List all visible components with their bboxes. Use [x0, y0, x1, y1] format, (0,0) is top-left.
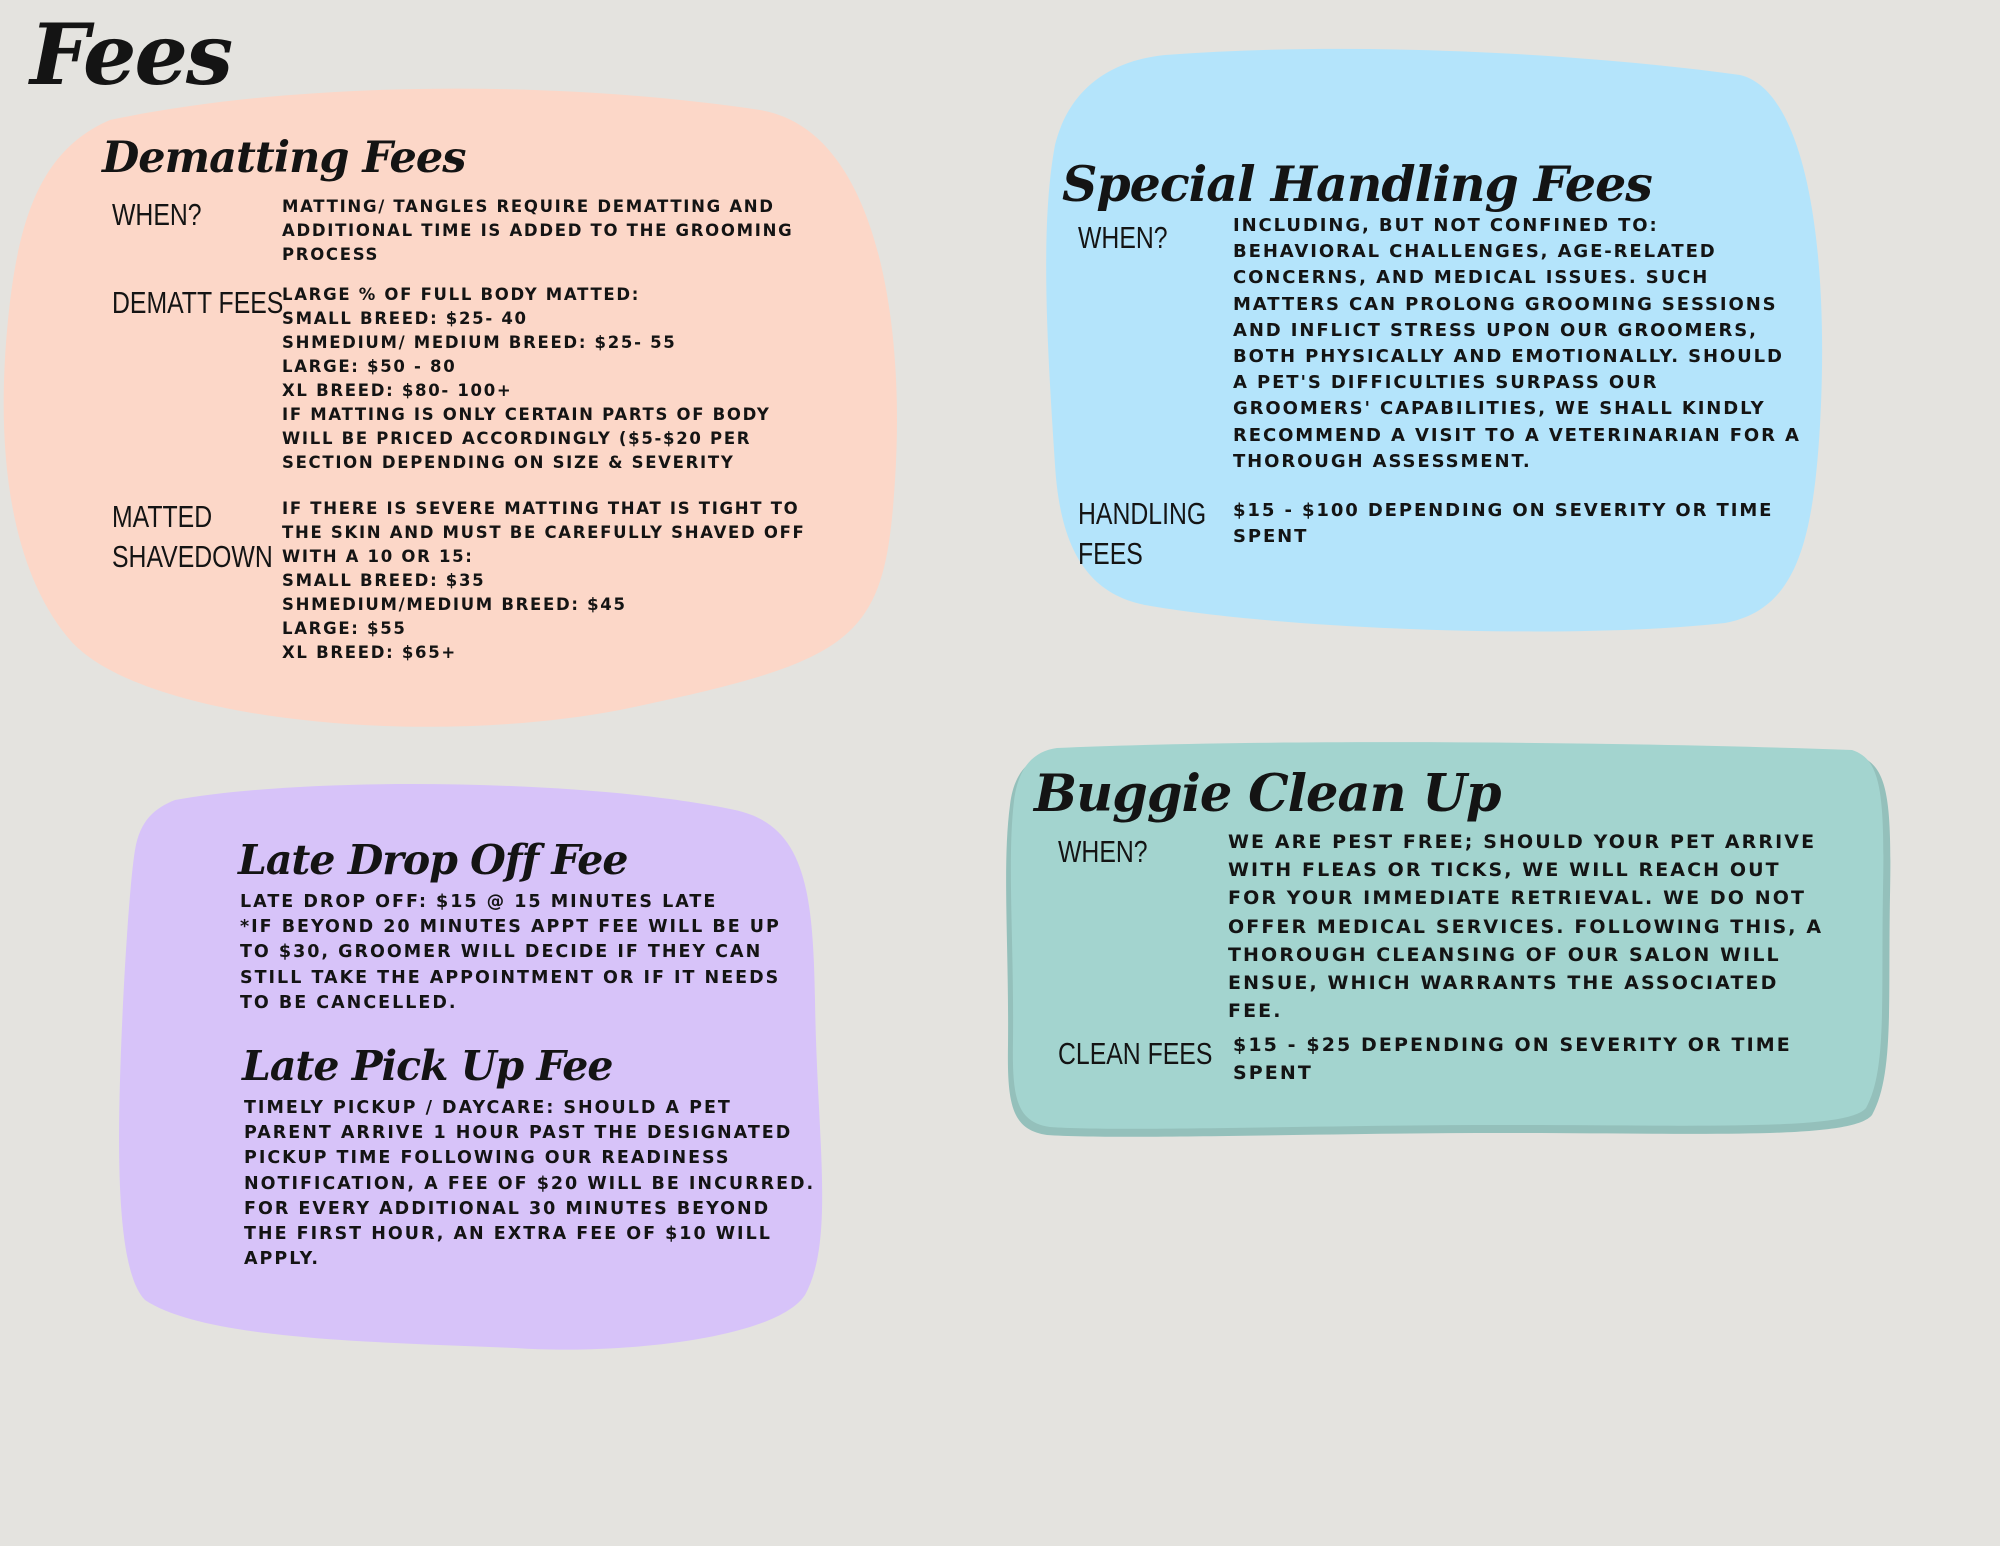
dematting-card — [102, 125, 892, 685]
page-title: Fees — [30, 5, 232, 104]
late-drop-off-text: LATE DROP OFF: $15 @ 15 MINUTES LATE *IF BEYOND 20 MINUTES APPT FEE WILL BE UP TO $30, GROOMER WILL DECIDE IF THEY CAN STILL TAKE THE APPOINTMENT OR IF IT NEEDS TO BE CANCELLED. — [240, 892, 781, 1013]
handling-fees-label: HANDLING FEES — [1078, 496, 1207, 571]
dematt-fees-text: LARGE % OF FULL BODY MATTED: SMALL BREED: $25- 40 SHMEDIUM/ MEDIUM BREED: $25- 55 LARGE: $50 - 80 XL BREED: $80- 100+ IF MATTING IS ONLY CERTAIN PARTS OF BODY WILL BE PRICED ACCORDINGLY ($5-$20 PER SECTION DEPENDING ON SIZE & SEVERITY — [282, 285, 771, 472]
when-label: WHEN? — [1058, 834, 1148, 869]
late-pick-up-text: TIMELY PICKUP / DAYCARE: SHOULD A PET PARENT ARRIVE 1 HOUR PAST THE DESIGNATED PICKUP TIME FOLLOWING OUR READINESS NOTIFICATION, A FEE OF $20 WILL BE INCURRED. FOR EVERY ADDITIONAL 30 MINUTES BEYOND THE FIRST HOUR, AN EXTRA FEE OF $10 WILL APPLY. — [244, 1098, 816, 1270]
when-label: WHEN? — [1078, 220, 1168, 255]
clean-fees-text: $15 - $25 DEPENDING ON SEVERITY OR TIME SPENT — [1233, 1034, 1792, 1085]
buggie-when-text: WE ARE PEST FREE; SHOULD YOUR PET ARRIVE WITH FLEAS OR TICKS, WE WILL REACH OUT FOR YOUR IMMEDIATE RETRIEVAL. WE DO NOT OFFER MEDICAL SERVICES. FOLLOWING THIS, A THOROUGH CLEANSING OF OUR SALON WILL ENSUE, WHICH WARRANTS THE ASSOCIATED FEE. — [1228, 831, 1824, 1023]
matted-shavedown-text: IF THERE IS SEVERE MATTING THAT IS TIGHT TO THE SKIN AND MUST BE CAREFULLY SHAVED OFF WITH A 10 OR 15: SMALL BREED: $35 SHMEDIUM/MEDIUM BREED: $45 LARGE: $55 XL BREED: $65+ — [282, 499, 806, 662]
clean-fees-label: CLEAN FEES — [1058, 1036, 1213, 1071]
dematting-when-text: MATTING/ TANGLES REQUIRE DEMATTING AND ADDITIONAL TIME IS ADDED TO THE GROOMING PROCESS — [282, 197, 794, 264]
handling-fees-text: $15 - $100 DEPENDING ON SEVERITY OR TIME SPENT — [1233, 500, 1774, 548]
matted-shavedown-label: MATTED SHAVEDOWN — [112, 499, 273, 574]
dematt-fees-label: DEMATT FEES — [112, 285, 284, 320]
when-label: WHEN? — [112, 197, 202, 232]
late-fees-card — [238, 830, 838, 1300]
buggie-title: Buggie Clean Up — [1034, 764, 1501, 824]
special-handling-title: Special Handling Fees — [1062, 155, 1652, 213]
late-pick-up-title: Late Pick Up Fee — [242, 1042, 613, 1090]
late-drop-off-title: Late Drop Off Fee — [238, 836, 628, 884]
buggie-card — [1034, 758, 1858, 1098]
special-handling-card — [1062, 148, 1838, 598]
special-when-text: INCLUDING, BUT NOT CONFINED TO: BEHAVIORAL CHALLENGES, AGE-RELATED CONCERNS, AND MEDICAL ISSUES. SUCH MATTERS CAN PROLONG GROOMING SESSIONS AND INFLICT STRESS UPON OUR GROOMERS, BOTH PHYSICALLY AND EMOTIONALLY. SHOULD A PET'S DIFFICULTIES SURPASS OUR GROOMERS' CAPABILITIES, WE SHALL KINDLY RECOMMEND A VISIT TO A VETERINARIAN FOR A THOROUGH ASSESSMENT. — [1233, 215, 1801, 472]
dematting-title: Dematting Fees — [102, 133, 466, 183]
